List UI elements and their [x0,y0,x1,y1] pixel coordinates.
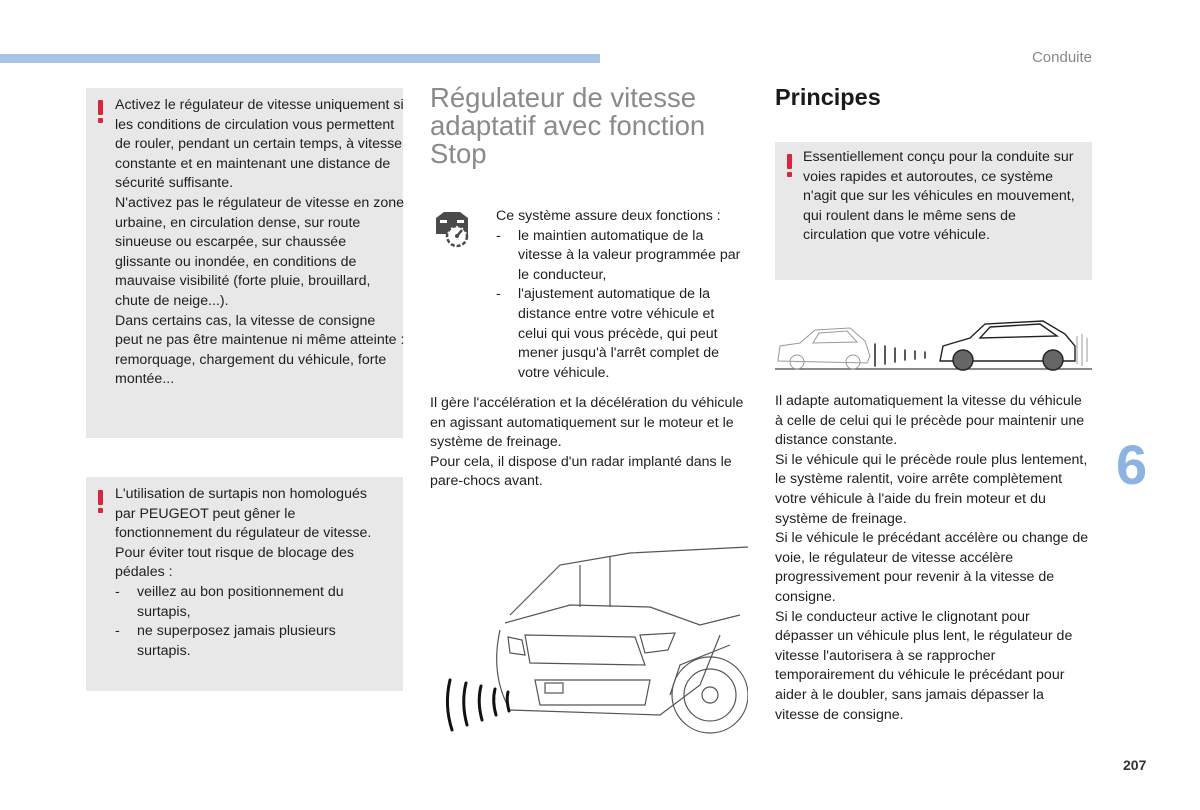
functions-list [496,227,746,384]
warning-list [115,583,385,661]
principles-description [775,392,1092,725]
paragraph: Si le véhicule qui le précède roule plus lentement, le système ralentit, voire arrête complètement votre véhicule à l'aide du frein moteur et du système de freinage. [775,451,1088,527]
warning-paragraph: Essentiellement conçu pour la conduite sur voies rapides et autoroutes, ce système n'agit que sur les véhicules en mouvement, qui roulent dans le même sens de circulation que votre véhicule. [803,149,1075,244]
functions-intro [496,207,746,383]
paragraph: Si le conducteur active le clignotant pour dépasser un véhicule plus lent, le régulateur de vitesse l'autorisera à se rapprocher temporairement du véhicule le précédant pour aider à le doubler, sans jamais dépasser la vitesse de consigne. [775,608,1073,723]
list-item: - le maintien automatique de la vitesse à la valeur programmée par le conducteur, [496,227,746,286]
list-item: - ne superposez jamais plusieurs surtapis. [115,622,385,661]
paragraph: Il adapte automatiquement la vitesse du véhicule à celle de celui qui le précède pour maintenir une distance constante. [775,393,1085,449]
adaptive-cruise-control-icon [430,208,474,248]
page-title: Régulateur de vitesse adaptatif avec fonction Stop [430,82,706,169]
header-accent-bar [0,54,600,63]
car-front-radar-illustration [430,545,748,745]
warning-exclamation-icon [98,490,104,513]
warning-paragraph: N'activez pas le régulateur de vitesse en zone urbaine, en circulation dense, sur route sinueuse ou escarpée, sur chaussée glissante ou inondée, en conditions de mauvaise visibilité (forte pluie, brouillard, chute de neige...). [115,194,404,309]
section-title: Principes [775,84,881,110]
section-header: Conduite [1031,49,1092,66]
warning-exclamation-icon [787,154,793,177]
two-cars-distance-illustration [775,316,1092,372]
warning-paragraph: Activez le régulateur de vitesse uniquement si les conditions de circulation vous permettent de rouler, pendant un certain temps, à vitesse constante et en maintenant une distance de sécurité suffisante. [115,97,404,192]
system-description [430,394,746,492]
warning-box-principles [775,142,1092,280]
paragraph: Pour cela, il dispose d'un radar implanté dans le pare-chocs avant. [430,453,732,490]
chapter-number: 6 [1116,433,1148,496]
warning-text [115,485,385,661]
warning-box-usage [86,88,403,438]
paragraph: Si le véhicule le précédant accélère ou change de voie, le régulateur de vitesse accélère progressivement pour revenir à la vitesse de consigne. [775,530,1089,605]
warning-text [115,96,405,390]
functions-lead: Ce système assure deux fonctions : [496,208,721,224]
warning-box-floor-mats [86,477,403,691]
paragraph: Il gère l'accélération et la décélération du véhicule en agissant automatiquement sur le moteur et le système de freinage. [430,395,744,451]
list-item: - veillez au bon positionnement du surtapis, [115,583,385,622]
warning-paragraph: Dans certains cas, la vitesse de consigne peut ne pas être maintenue ni même atteinte : remorquage, chargement du véhicule, forte montée... [115,312,405,388]
warning-exclamation-icon [98,100,104,123]
list-item: - l'ajustement automatique de la distance entre votre véhicule et celui qui vous précède, qui peut mener jusqu'à l'arrêt complet de votre véhicule. [496,285,746,383]
warning-text [803,148,1083,246]
warning-paragraph: Pour éviter tout risque de blocage des pédales : [115,544,354,581]
warning-paragraph: L'utilisation de surtapis non homologués par PEUGEOT peut gêner le fonctionnement du régulateur de vitesse. [115,486,372,542]
page-number: 207 [1123,757,1147,773]
